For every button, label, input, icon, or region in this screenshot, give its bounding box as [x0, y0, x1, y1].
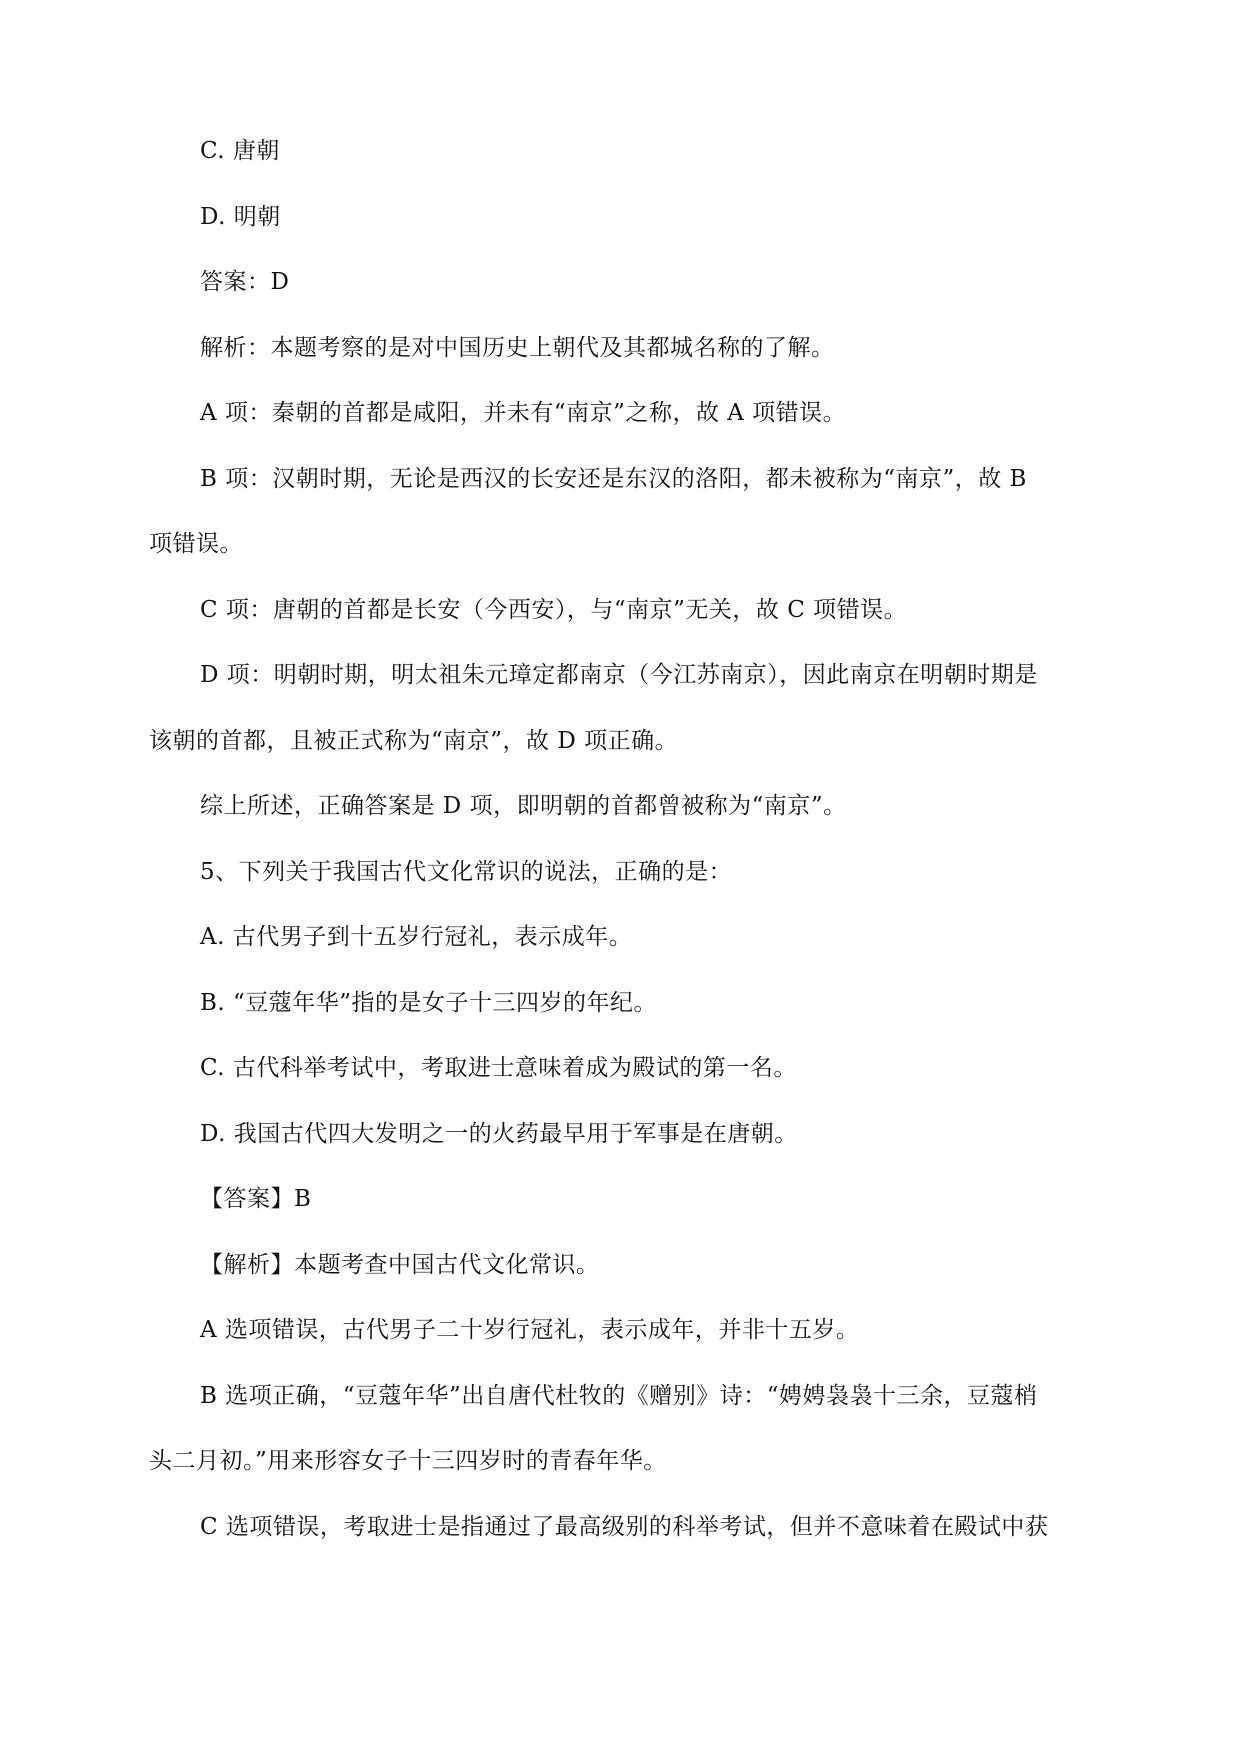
q5-option-d-line: D. 我国古代四大发明之一的火药最早用于军事是在唐朝。 — [200, 1120, 798, 1147]
q5-option-a-line: A. 古代男子到十五岁行冠礼，表示成年。 — [200, 924, 633, 950]
analysis-d-line-2: 该朝的首都，且被正式称为“南京”，故 D 项正确。 — [149, 727, 679, 754]
analysis-c-line: C 项：唐朝的首都是长安（今西安），与“南京”无关，故 C 项错误。 — [200, 596, 908, 623]
summary-line: 综上所述，正确答案是 D 项，即明朝的首都曾被称为“南京”。 — [200, 793, 847, 819]
answer-line: 答案：D — [200, 269, 290, 295]
analysis-b-line-2: 项错误。 — [149, 531, 243, 557]
option-c-line: C. 唐朝 — [200, 138, 280, 164]
q5-option-c-line: C. 古代科举考试中，考取进士意味着成为殿试的第一名。 — [200, 1055, 797, 1081]
option-d-line: D. 明朝 — [200, 203, 281, 230]
q5-analysis-a-line: A 选项错误，古代男子二十岁行冠礼，表示成年，并非十五岁。 — [200, 1317, 860, 1343]
q5-answer-line: 【答案】B — [200, 1186, 312, 1212]
q5-option-b-line: B. “豆蔻年华”指的是女子十三四岁的年纪。 — [200, 989, 658, 1016]
analysis-d-line-1: D 项：明朝时期，明太祖朱元璋定都南京（今江苏南京），因此南京在明朝时期是 — [200, 662, 1038, 688]
analysis-b-line-1: B 项：汉朝时期，无论是西汉的长安还是东汉的洛阳，都未被称为“南京”，故 B — [200, 465, 1027, 492]
analysis-a-line: A 项：秦朝的首都是咸阳，并未有“南京”之称，故 A 项错误。 — [200, 400, 847, 426]
q5-analysis-b-line-2: 头二月初。”用来形容女子十三四岁时的青春年华。 — [149, 1448, 667, 1474]
analysis-intro-line: 解析：本题考察的是对中国历史上朝代及其都城名称的了解。 — [200, 334, 835, 361]
document-body — [0, 136, 1241, 1577]
q5-analysis-b-line-1: B 选项正确，“豆蔻年华”出自唐代杜牧的《赠别》诗：“娉娉袅袅十三余，豆蔻梢 — [200, 1382, 1038, 1409]
q5-analysis-c-line-1: C 选项错误，考取进士是指通过了最高级别的科举考试，但并不意味着在殿试中获 — [200, 1513, 1049, 1540]
q5-analysis-intro-line: 【解析】本题考查中国古代文化常识。 — [200, 1251, 600, 1278]
question-5-line: 5、下列关于我国古代文化常识的说法，正确的是： — [200, 858, 733, 885]
